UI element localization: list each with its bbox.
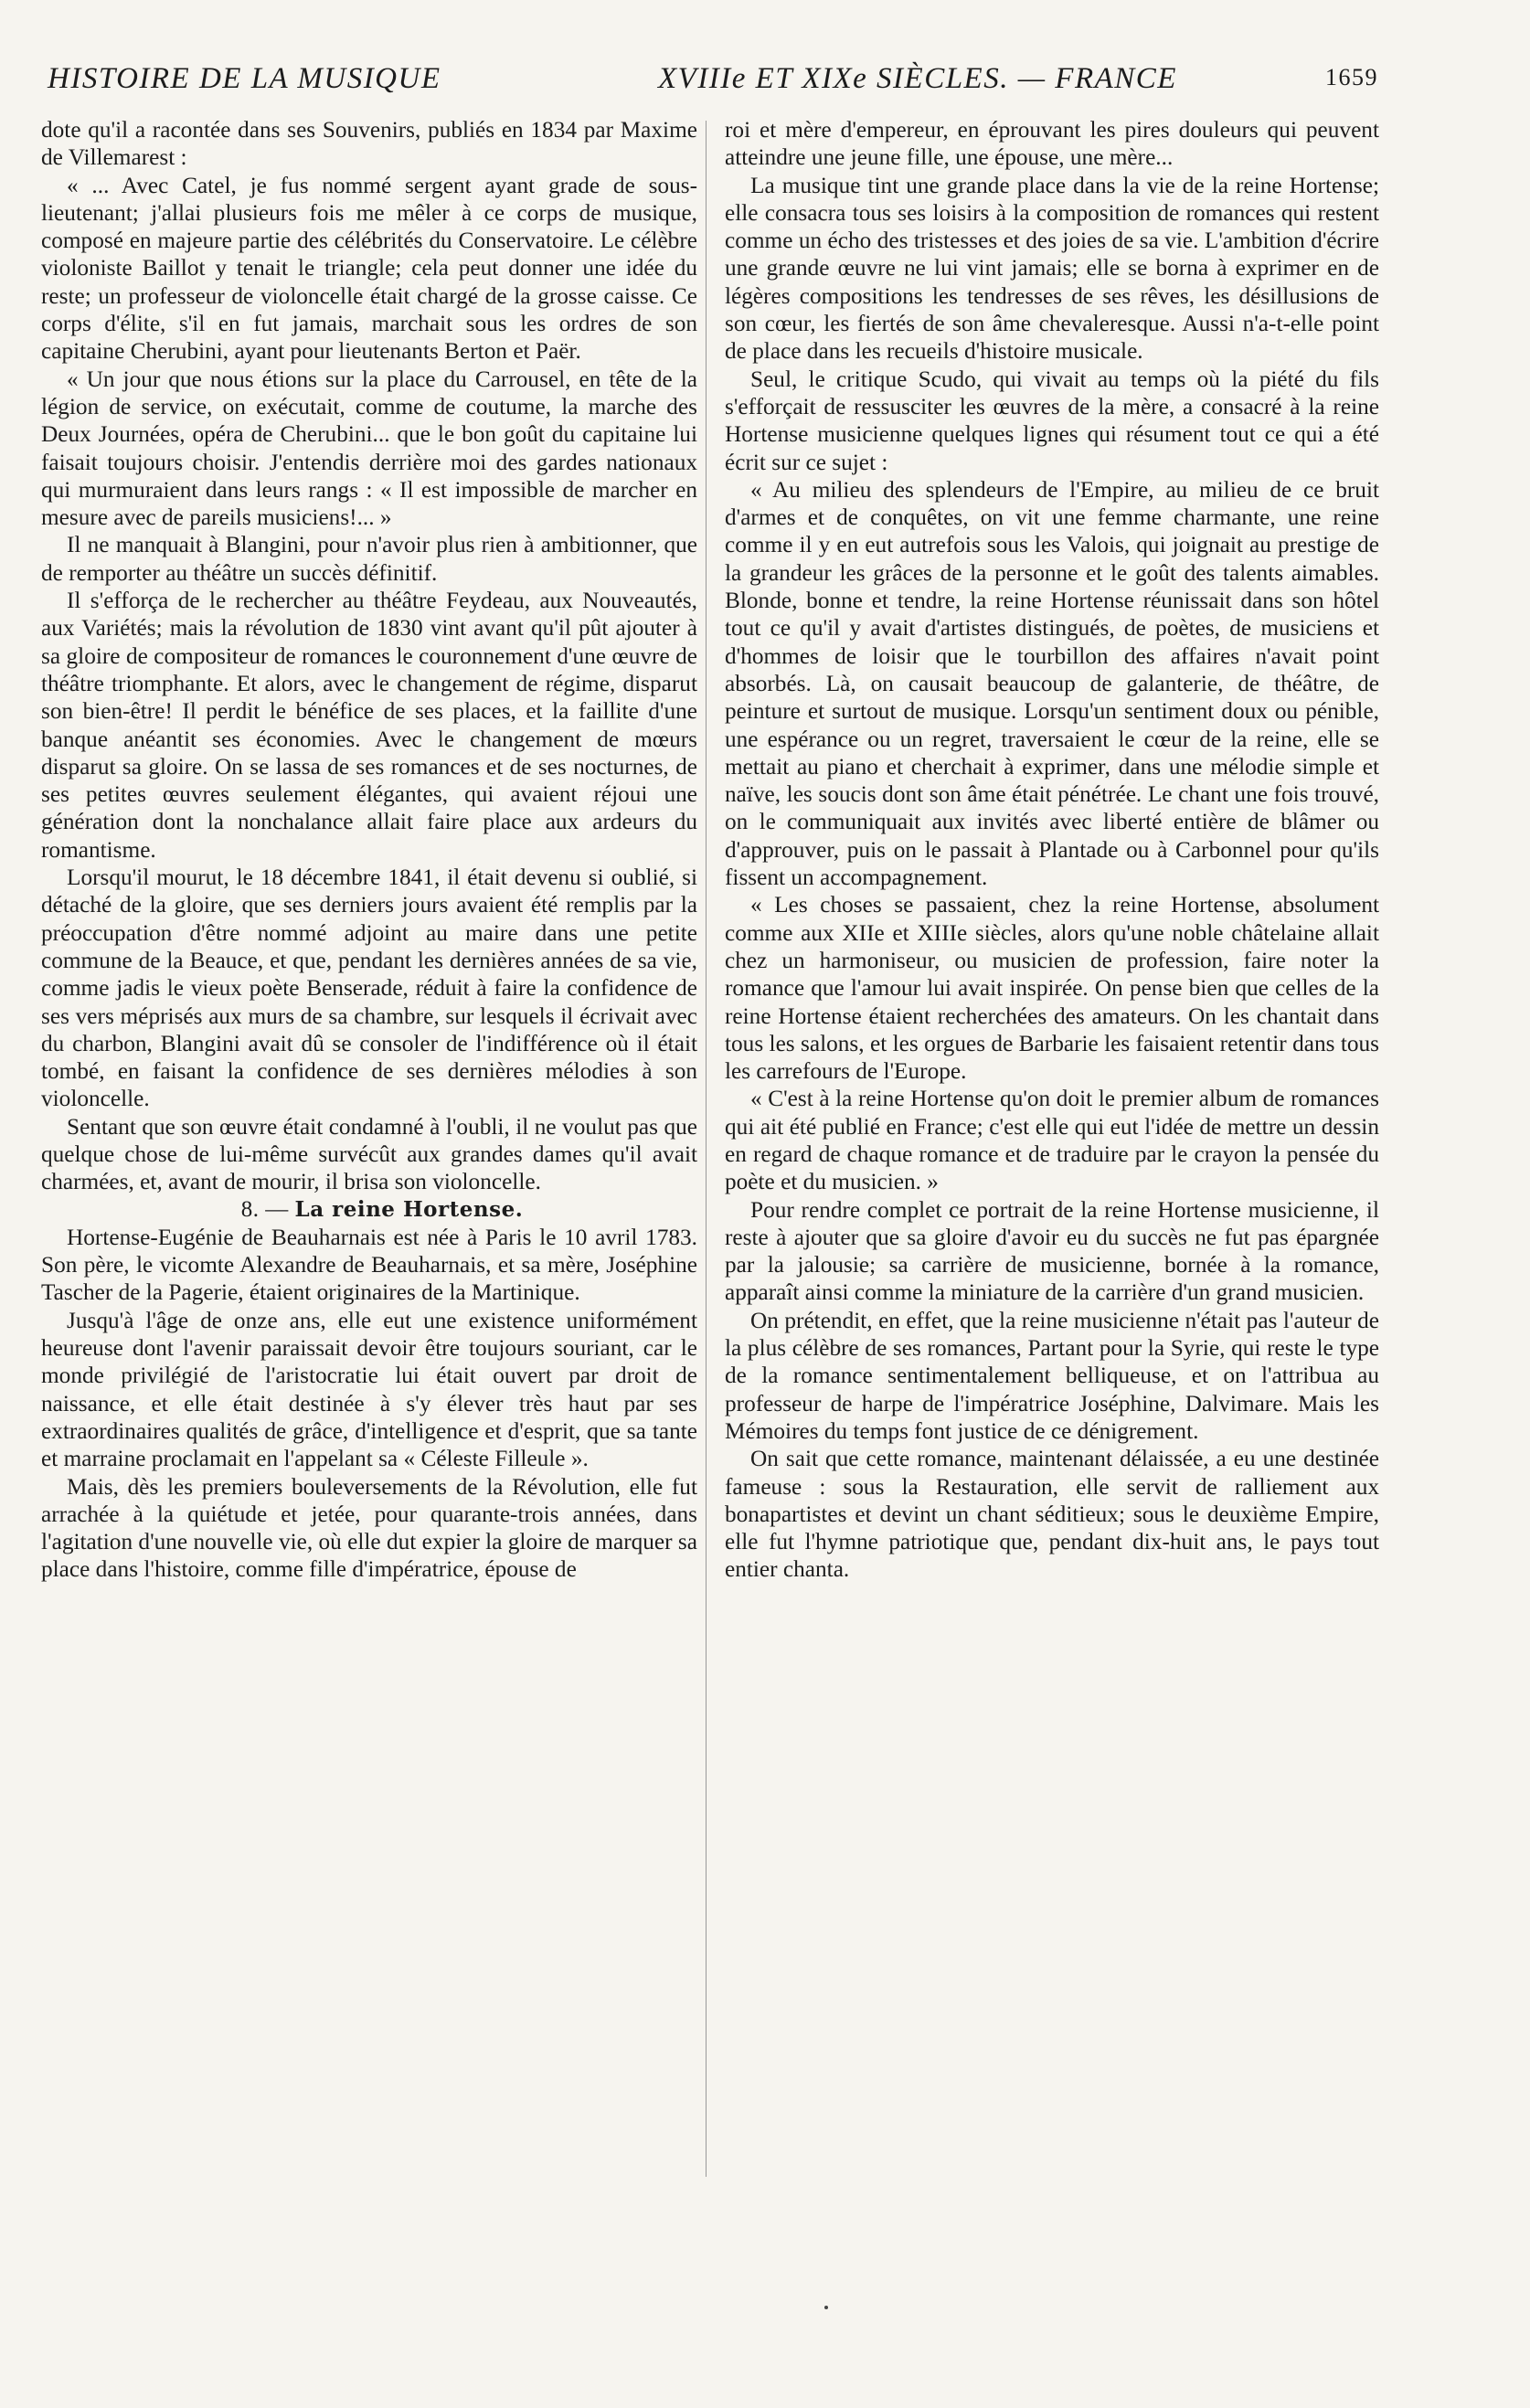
page-number: 1659 bbox=[1325, 64, 1378, 90]
paragraph: Il ne manquait à Blangini, pour n'avoir plus rien à ambitionner, que de remporter au théâtre un succès définitif. bbox=[41, 532, 697, 586]
paragraph: « C'est à la reine Hortense qu'on doit le premier album de romances qui ait été publié en France; c'est elle qui eut l'idée de mettre un dessin en regard de chaque romance et de traduire par le crayon la pensée du poète et du musicien. » bbox=[725, 1086, 1379, 1195]
paragraph: Seul, le critique Scudo, qui vivait au temps où la piété du fils s'efforçait de ressusciter les œuvres de la mère, a consacré à la reine Hortense musicienne quelques lignes qui résument tout ce qui a été écrit sur ce sujet : bbox=[725, 366, 1379, 475]
header-section: XVIIIe ET XIXe SIÈCLES. — FRANCE bbox=[658, 62, 1177, 95]
paragraph: Jusqu'à l'âge de onze ans, elle eut une existence uniformément heureuse dont l'avenir paraissait devoir être toujours souriant, car le monde privilégié de l'aristocratie lui était ouvert par droit de naissance, et elle était destinée à s'y élever très haut par ses extraordinaires qualités de grâce, d'intelligence et d'esprit, que sa tante et marraine proclamait en l'appelant sa « Céleste Filleule ». bbox=[41, 1307, 697, 1472]
paragraph: Il s'efforça de le rechercher au théâtre Feydeau, aux Nouveautés, aux Variétés; mais la révolution de 1830 vint avant qu'il pût ajouter à sa gloire de compositeur de romances le couronnement d'une œuvre de théâtre triomphante. Et alors, avec le changement de régime, disparut son bien-être! Il perdit le bénéfice de ses places, et la faillite d'une banque anéantit ses économies. Avec le changement de mœurs disparut sa gloire. On se lassa de ses romances et de ses nocturnes, de ses petites œuvres seulement élégantes, qui avaient réjoui une génération dont la nonchalance allait faire place aux ardeurs du romantisme. bbox=[41, 588, 697, 863]
paragraph: Pour rendre complet ce portrait de la reine Hortense musicienne, il reste à ajouter que sa gloire d'avoir eu du succès ne fut pas épargnée par la jalousie; sa carrière de musicienne, bornée à la romance, apparaît ainsi comme la miniature de la carrière d'un grand musicien. bbox=[725, 1196, 1379, 1306]
printer-mark bbox=[824, 2306, 828, 2309]
header-title: HISTOIRE DE LA MUSIQUE bbox=[48, 62, 441, 95]
paragraph: Hortense-Eugénie de Beauharnais est née à Paris le 10 avril 1783. Son père, le vicomte Alexandre de Beauharnais, et sa mère, Joséphine Tascher de la Pagerie, étaient originaires de la Martinique. bbox=[41, 1224, 697, 1306]
paragraph: On sait que cette romance, maintenant délaissée, a eu une destinée fameuse : sous la Restauration, elle servit de ralliement aux bonapartistes et devint un chant séditieux; sous le deuxième Empire, elle fut l'hymne patriotique que, pendant dix-huit ans, le pays tout entier chanta. bbox=[725, 1446, 1379, 1583]
left-column bbox=[41, 116, 697, 1584]
section-title: La reine Hortense. bbox=[294, 1196, 524, 1222]
paragraph: « ... Avec Catel, je fus nommé sergent ayant grade de sous-lieutenant; j'allai plusieurs fois me mêler à ce corps de musique, composé en majeure partie des célébrités du Conservatoire. Le célèbre violoniste Baillot y tenait le triangle; cela peut donner une idée du reste; un professeur de violoncelle était chargé de la grosse caisse. Ce corps d'élite, s'il en fut jamais, marchait sous les ordres de son capitaine Cherubini, ayant pour lieutenants Berton et Paër. bbox=[41, 172, 697, 365]
section-number: 8. — bbox=[240, 1196, 289, 1222]
paragraph: La musique tint une grande place dans la vie de la reine Hortense; elle consacra tous ses loisirs à la composition de romances qui restent comme un écho des tristesses et des joies de sa vie. L'ambition d'écrire une grande œuvre ne lui vint jamais; elle se borna à exprimer en de légères compositions les tendresses de ses rêves, les désillusions de son cœur, les fiertés de son âme chevaleresque. Aussi n'a-t-elle point de place dans les recueils d'histoire musicale. bbox=[725, 172, 1379, 365]
paragraph: Lorsqu'il mourut, le 18 décembre 1841, il était devenu si oublié, si détaché de la gloire, que ses derniers jours avaient été remplis par la préoccupation d'être nommé adjoint au maire dans une petite commune de la Beauce, et que, pendant les dernières années de sa vie, comme jadis le vieux poète Benserade, réduit à faire la confidence de ses vers méprisés aux murs de sa chambre, sur lesquels il écrivait avec du charbon, Blangini avait dû se consoler de l'indifférence où il était tombé, en faisant la confidence de ses dernières mélodies à son violoncelle. bbox=[41, 865, 697, 1112]
paragraph: On prétendit, en effet, que la reine musicienne n'était pas l'auteur de la plus célèbre de ses romances, Partant pour la Syrie, qui reste le type de la romance sentimentalement belliqueuse, et on l'attribua au professeur de harpe de l'impératrice Joséphine, Dalvimare. Mais les Mémoires du temps font justice de ce dénigrement. bbox=[725, 1307, 1379, 1444]
paragraph: « Les choses se passaient, chez la reine Hortense, absolument comme aux XIIe et XIIIe siècles, alors qu'une noble châtelaine allait chez un harmoniseur, ou musicien de profession, faire noter la romance que l'amour lui avait inspirée. On pense bien que celles de la reine Hortense étaient recherchées des amateurs. On les chantait dans tous les salons, et les orgues de Barbarie les faisaient retentir dans tous les carrefours de l'Europe. bbox=[725, 892, 1379, 1085]
right-column bbox=[725, 116, 1379, 1584]
section-heading bbox=[41, 1196, 697, 1224]
paragraph: « Un jour que nous étions sur la place du Carrousel, en tête de la légion de service, on exécutait, comme de coutume, la marche des Deux Journées, opéra de Cherubini... que le bon goût du capitaine lui faisait toujours choisir. J'entendis derrière moi des gardes nationaux qui murmuraient dans leurs rangs : « Il est impossible de marcher en mesure avec de pareils musiciens!... » bbox=[41, 366, 697, 531]
paragraph: roi et mère d'empereur, en éprouvant les pires douleurs qui peuvent atteindre une jeune fille, une épouse, une mère... bbox=[725, 117, 1379, 171]
paragraph: dote qu'il a racontée dans ses Souvenirs, publiés en 1834 par Maxime de Villemarest : bbox=[41, 117, 697, 171]
running-header bbox=[48, 62, 1378, 108]
paragraph: « Au milieu des splendeurs de l'Empire, au milieu de ce bruit d'armes et de conquêtes, on vit une femme charmante, une reine comme il y en eut autrefois sous les Valois, qui joignait au prestige de la grandeur les grâces de la personne et le goût des talents aimables. Blonde, bonne et tendre, la reine Hortense réunissait dans son hôtel tout ce qu'il y avait d'artistes distingués, de poètes, de musiciens et d'hommes de loisir que le tourbillon des affaires n'avait point absorbés. Là, on causait beaucoup de galanterie, de théâtre, de peinture et surtout de musique. Lorsqu'un sentiment doux ou pénible, une espérance ou un regret, traversaient le cœur de la reine, elle se mettait au piano et cherchait à exprimer, dans une mélodie simple et naïve, les soucis dont son âme était pénétrée. Le chant une fois trouvé, on le communiquait aux invités avec liberté entière de blâmer ou d'approuver, puis on le passait à Plantade ou à Carbonnel pour qu'ils fissent un accompagnement. bbox=[725, 476, 1379, 891]
column-divider bbox=[706, 121, 707, 2177]
paragraph: Mais, dès les premiers bouleversements de la Révolution, elle fut arrachée à la quiétude et jetée, pour quarante-trois années, dans l'agitation d'une nouvelle vie, où elle dut expier la gloire de marquer sa place dans l'histoire, comme fille d'impératrice, épouse de bbox=[41, 1473, 697, 1583]
paragraph: Sentant que son œuvre était condamné à l'oubli, il ne voulut pas que quelque chose de lui-même survécût aux grandes dames qu'il avait charmées, et, avant de mourir, il brisa son violoncelle. bbox=[41, 1113, 697, 1195]
